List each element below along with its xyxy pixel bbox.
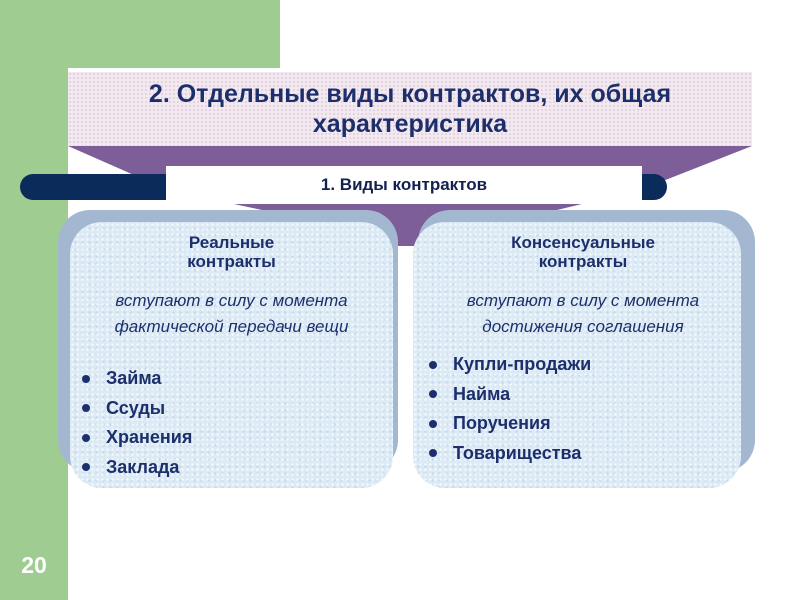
card-real-contracts bbox=[70, 222, 393, 488]
bullet-icon bbox=[82, 375, 90, 383]
list-item bbox=[82, 394, 192, 424]
list-item bbox=[429, 409, 591, 439]
bullet-icon bbox=[429, 449, 437, 457]
list-item bbox=[82, 453, 192, 483]
contract-list bbox=[82, 364, 192, 482]
card-description bbox=[70, 288, 393, 340]
card-heading-text: Консенсуальные контракты bbox=[511, 233, 655, 271]
contract-list bbox=[429, 350, 591, 468]
list-item-label: Купли-продажи bbox=[453, 354, 592, 375]
card-heading-text: Реальные контракты bbox=[187, 233, 276, 271]
bullet-icon bbox=[429, 420, 437, 428]
card-description bbox=[413, 288, 753, 340]
list-item bbox=[429, 439, 591, 469]
list-item bbox=[82, 364, 192, 394]
list-item-label: Товарищества bbox=[453, 442, 582, 463]
list-item bbox=[429, 350, 591, 380]
list-item-label: Найма bbox=[453, 383, 511, 404]
bullet-icon bbox=[82, 434, 90, 442]
bullet-icon bbox=[429, 390, 437, 398]
list-item bbox=[82, 423, 192, 453]
subtitle: 1. Виды контрактов bbox=[320, 175, 488, 194]
card-description-text: вступают в силу с момента достижения соглашения bbox=[466, 291, 700, 336]
list-item-label: Займа bbox=[106, 368, 162, 389]
list-item-label: Поручения bbox=[453, 413, 551, 434]
card-heading bbox=[70, 233, 393, 271]
slide-number: 20 bbox=[21, 552, 47, 578]
subtitle-box bbox=[166, 166, 642, 204]
bullet-icon bbox=[82, 463, 90, 471]
slide-title: 2. Отдельные виды контрактов, их общая характеристика bbox=[148, 80, 672, 138]
card-consensual-contracts bbox=[413, 222, 741, 488]
card-heading bbox=[413, 233, 753, 271]
bullet-icon bbox=[429, 361, 437, 369]
list-item-label: Заклада bbox=[106, 456, 180, 477]
title-banner bbox=[68, 72, 752, 146]
list-item-label: Ссуды bbox=[106, 397, 166, 418]
bullet-icon bbox=[82, 404, 90, 412]
card-description-text: вступают в силу с момента фактической передачи вещи bbox=[114, 291, 349, 336]
list-item bbox=[429, 380, 591, 410]
list-item-label: Хранения bbox=[106, 427, 193, 448]
